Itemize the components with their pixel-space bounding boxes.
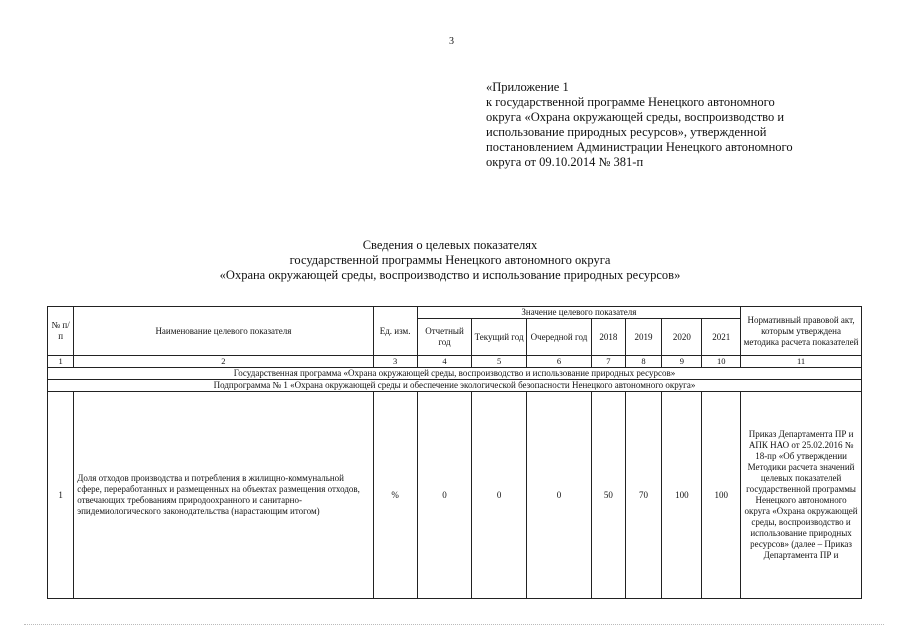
title-line: «Охрана окружающей среды, воспроизводство и использование природных ресурсов» [219,268,681,282]
header-year-2018: 2018 [592,319,626,356]
row-next-year: 0 [526,392,591,599]
header-num: № п/п [48,307,74,356]
header-year-2019: 2019 [625,319,662,356]
column-number: 2 [74,356,373,368]
document-title [120,238,780,283]
appendix-line: округа от 09.10.2014 № 381-п [486,155,644,169]
row-2019: 70 [625,392,662,599]
title-line: государственной программы Ненецкого автономного округа [289,253,611,267]
subprogram-row: Подпрограмма № 1 «Охрана окружающей среды и обеспечение экологической безопасности Ненецкого автономного округа» [48,380,862,392]
row-report-year: 0 [417,392,472,599]
row-legal-act: Приказ Департамента ПР и АПК НАО от 25.02.2016 № 18-пр «Об утверждении Методики расчета значений целевых показателей государственной программы Ненецкого автономного округа «Охрана окружающей среды, воспроизводство и использование природных ресурсов» (далее – Приказ Департамента ПР и [741,392,862,599]
header-year-2020: 2020 [662,319,702,356]
column-number: 3 [373,356,417,368]
row-2021: 100 [702,392,741,599]
header-name: Наименование целевого показателя [74,307,373,356]
page-number: 3 [449,36,454,47]
column-number: 11 [741,356,862,368]
title-line: Сведения о целевых показателях [362,238,538,252]
row-unit: % [373,392,417,599]
column-number: 10 [702,356,741,368]
column-number: 4 [417,356,472,368]
appendix-line: постановлением Администрации Ненецкого автономного [486,140,793,154]
indicators-table [47,306,862,599]
header-report-year: Отчетный год [417,319,472,356]
column-number: 1 [48,356,74,368]
table-row [48,392,862,599]
row-current-year: 0 [472,392,527,599]
header-next-year: Очередной год [526,319,591,356]
row-2018: 50 [592,392,626,599]
header-year-2021: 2021 [702,319,741,356]
header-current-year: Текущий год [472,319,527,356]
appendix-line: использование природных ресурсов», утвержденной [486,125,767,139]
row-num: 1 [48,392,74,599]
header-unit: Ед. изм. [373,307,417,356]
scan-artifact-divider [24,624,884,627]
column-number: 5 [472,356,527,368]
appendix-line: округа «Охрана окружающей среды, воспроизводство и [486,110,785,124]
header-values-group: Значение целевого показателя [417,307,740,319]
column-number: 9 [662,356,702,368]
appendix-line: к государственной программе Ненецкого автономного [486,95,775,109]
column-number: 7 [592,356,626,368]
column-number: 6 [526,356,591,368]
column-number: 8 [625,356,662,368]
appendix-block [486,80,876,170]
program-row: Государственная программа «Охрана окружающей среды, воспроизводство и использование природных ресурсов» [48,368,862,380]
appendix-line: «Приложение 1 [486,80,569,94]
row-2020: 100 [662,392,702,599]
row-indicator-name: Доля отходов производства и потребления в жилищно-коммунальной сфере, переработанных и размещенных на объектах размещения отходов, отвечающих требованиям природоохранного и санитарно-эпидемиологического законодательства (нарастающим итогом) [74,392,373,599]
header-legal-act: Нормативный правовой акт, которым утверждена методика расчета показателей [741,307,862,356]
